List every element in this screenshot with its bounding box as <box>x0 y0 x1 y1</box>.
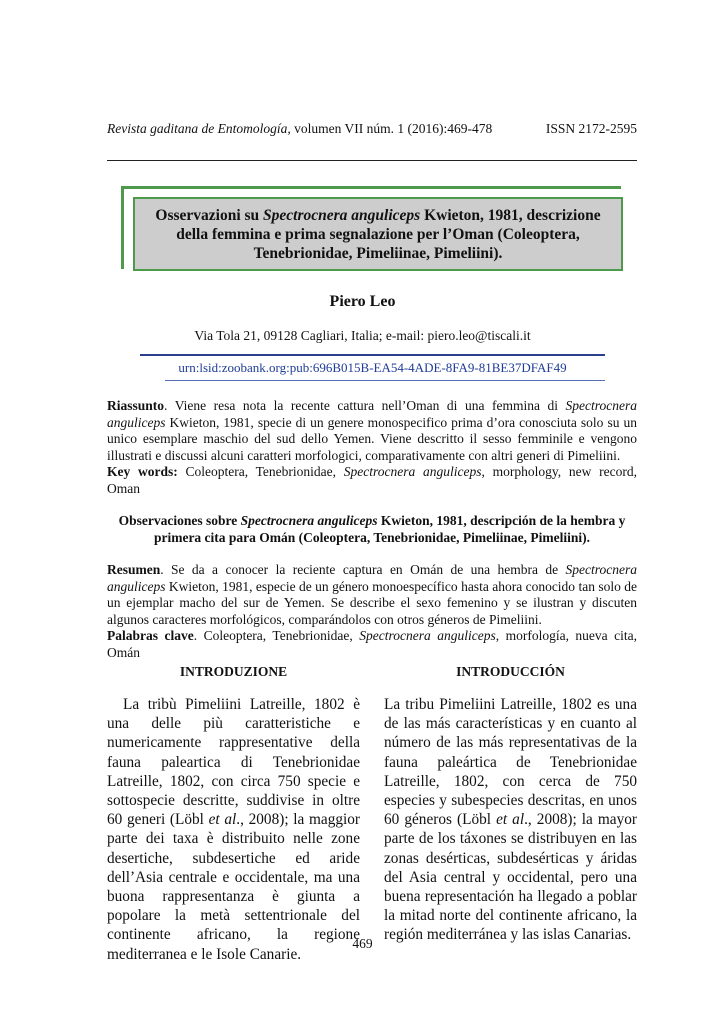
intro-italian-paragraph: La tribù Pimeliini Latreille, 1802 è una delle più caratteristiche e numericamente rappresentative della fauna paleartica di Tenebrionidae Latreille, 1802, con circa 750 specie e sottospecie descritte, suddivise in oltre 60 generi (Löbl et al., 2008); la maggior parte dei taxa è distribuito nelle zone desertiche, subdesertiche ed aride dell’Asia centrale e occidentale, ma una buona rappresentanza è giunta a popolare la metà settentrionale del continente africano, la regione mediterranea e le Isole Canarie. <box>107 696 361 963</box>
palabras-clave-label: Palabras clave <box>107 628 194 644</box>
zoobank-rule-top <box>140 354 605 356</box>
abstract-spanish: Resumen. Se da a conocer la reciente captura en Omán de una hembra de Spectrocnera anguliceps Kwieton, 1981, especie de un género monoespecífico hasta ahora conocido tan solo de un ejemplar macho del sur de Yemen. Se describe el sexo femenino y se ilustran y discuten algunos caracteres morfológicos, comparándolos con otros géneros de Pimeliini. Palabras clave. Coleoptera, Tenebrionidae, Spectrocnera anguliceps, morfología, nueva cita, Omán <box>107 562 637 660</box>
header-rule <box>107 160 637 161</box>
intro-spanish-paragraph: La tribu Pimeliini Latreille, 1802 es una de las más características y en cuanto al número de las más representativas de la fauna paleártica de Tenebrionidae Latreille, 1802, con cerca de 750 especies y subespecies descritas, en unos 60 géneros (Löbl et al., 2008); la mayor parte de los táxones se distribuyen en las zonas desérticas, subdesérticas y áridas del Asia central y occidental, pero una buena representación ha llegado a poblar la mitad norte del continente africano, la región mediterránea y las islas Canarias. <box>384 696 637 944</box>
resumen-label: Resumen <box>107 562 161 577</box>
journal-name: Revista gaditana de Entomología, <box>107 121 291 136</box>
abstract-label: Riassunto <box>107 398 165 413</box>
author-address: Via Tola 21, 09128 Cagliari, Italia; e-mail: piero.leo@tiscali.it <box>194 328 531 343</box>
journal-volume: volumen VII núm. 1 (2016):469-478 <box>290 121 493 136</box>
article-title: Osservazioni su Spectrocnera anguliceps Kwieton, 1981, descrizione della femmina e prima segnalazione per l’Oman (Coleoptera, Tenebrionidae, Pimeliinae, Pimeliini). <box>155 206 601 262</box>
article-title-box <box>133 197 623 271</box>
spanish-title: Observaciones sobre Spectrocnera anguliceps Kwieton, 1981, descripción de la hembra y primera cita para Omán (Coleoptera, Tenebrionidae, Pimeliinae, Pimeliini). <box>118 513 626 545</box>
page-number: 469 <box>352 936 373 951</box>
issn: ISSN 2172-2595 <box>545 121 637 136</box>
running-header <box>107 121 637 137</box>
keywords-label: Key words: <box>107 464 178 480</box>
intro-italian-column <box>107 695 360 964</box>
heading-introduzione: INTRODUZIONE <box>179 664 288 679</box>
zoobank-link[interactable]: urn:lsid:zoobank.org:pub:696B015B-EA54-4ADE-8FA9-81BE37DFAF49 <box>178 360 567 375</box>
abstract-italian: Riassunto. Viene resa nota la recente cattura nell’Oman di una femmina di Spectrocnera anguliceps Kwieton, 1981, specie di un genere monospecifico prima d’ora conosciuta solo su un unico esemplare maschio del sud dello Yemen. Viene descritto il sesso femminile e vengono illustrati e discussi alcuni caratteri morfologici, comparativamente con altri generi di Pimeliini. Key words: Coleoptera, Tenebrionidae, Spectrocnera anguliceps, morphology, new record, Oman <box>107 398 637 496</box>
author-name: Piero Leo <box>329 293 396 310</box>
intro-spanish-column <box>384 695 637 945</box>
title-species: Spectrocnera anguliceps <box>263 206 421 224</box>
zoobank-rule-bottom <box>165 380 605 381</box>
heading-introduccion: INTRODUCCIÓN <box>456 664 565 679</box>
